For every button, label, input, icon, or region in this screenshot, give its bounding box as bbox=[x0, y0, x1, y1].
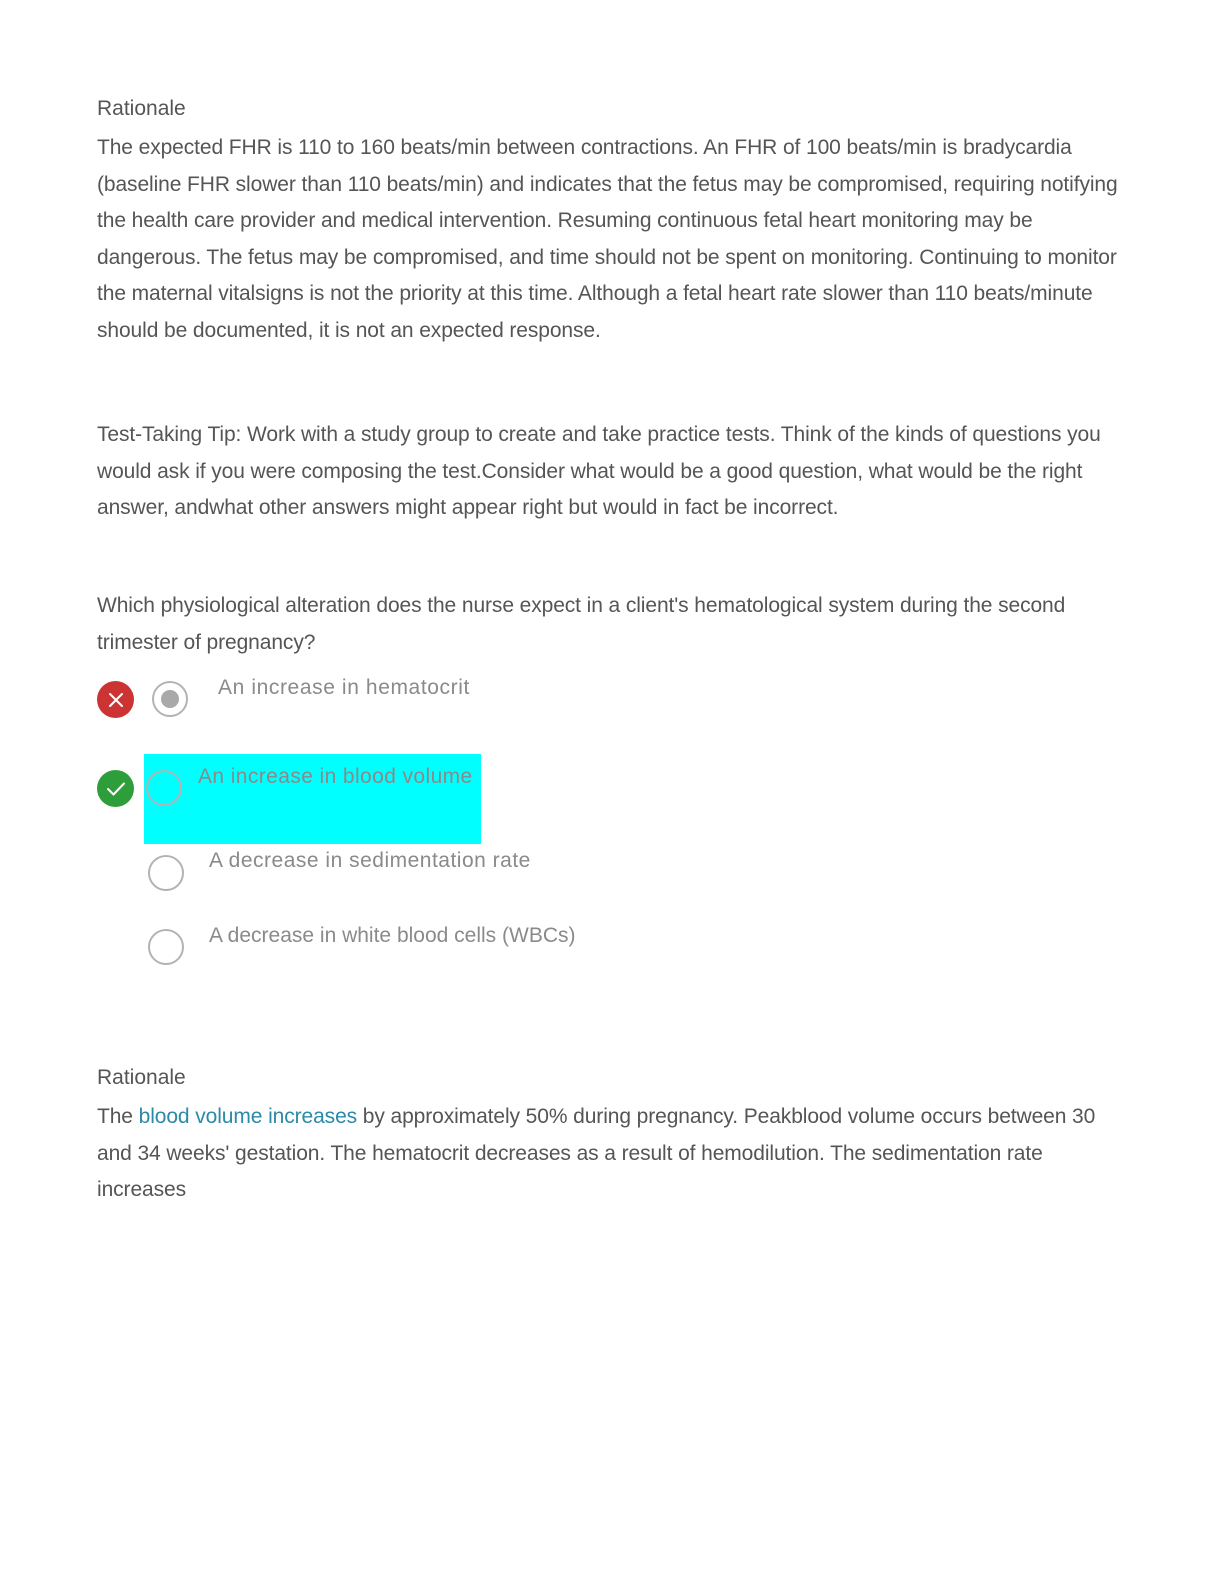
question-text: Which physiological alteration does the nurse expect in a client's hematological system during the second trimester of pregnancy? bbox=[97, 594, 1066, 654]
option-radio-2[interactable] bbox=[146, 770, 182, 806]
option-label-2[interactable]: An increase in blood volume bbox=[198, 765, 473, 788]
rationale-text: The expected FHR is 110 to 160 beats/min between contractions. An FHR of 100 beats/min is bradycardia (baseline FHR slower than 110 beats/min) and indicates that the fetus may be compromised, requiring notifying the health care provider and medical intervention. Resuming continuous fetal heart monitoring may be dangerous. The fetus may be compromised, and time should not be spent on monitoring. Continuing to monitor the maternal vitalsigns is not the priority at this time. Although a fetal heart rate slower than 110 beats/minute should be documented, it is not an expected response. bbox=[97, 136, 1118, 342]
option-radio-3[interactable] bbox=[148, 855, 184, 891]
incorrect-status-icon bbox=[97, 681, 134, 718]
close-icon bbox=[108, 692, 124, 708]
check-icon bbox=[106, 781, 126, 797]
test-taking-tip: Test-Taking Tip: Work with a study group to create and take practice tests. Think of the kinds of questions you would ask if you were composing the test.Consider what would be a good question, what would be the right answer, andwhat other answers might appear right but would in fact be incorrect. bbox=[97, 423, 1101, 520]
rationale-text-2 bbox=[97, 1099, 1097, 1209]
radio-selected-dot bbox=[161, 690, 179, 708]
blood-volume-link[interactable]: blood volume increases bbox=[138, 1105, 358, 1128]
rationale-heading-2: Rationale bbox=[97, 1066, 186, 1089]
option-label-1[interactable]: An increase in hematocrit bbox=[218, 676, 470, 699]
option-radio-1[interactable] bbox=[152, 681, 188, 717]
option-radio-4[interactable] bbox=[148, 929, 184, 965]
option-label-4[interactable]: A decrease in white blood cells (WBCs) bbox=[209, 924, 576, 947]
rationale-heading: Rationale bbox=[97, 97, 186, 120]
correct-status-icon bbox=[97, 770, 134, 807]
rationale-prefix: The bbox=[97, 1105, 139, 1128]
option-label-3[interactable]: A decrease in sedimentation rate bbox=[209, 849, 531, 872]
rationale-suffix: by approximately 50% during pregnancy. Peakblood volume occurs between 30 and 34 weeks' gestation. The hematocrit decreases as a result of hemodilution. The sedimentation rate increases bbox=[97, 1105, 1096, 1202]
